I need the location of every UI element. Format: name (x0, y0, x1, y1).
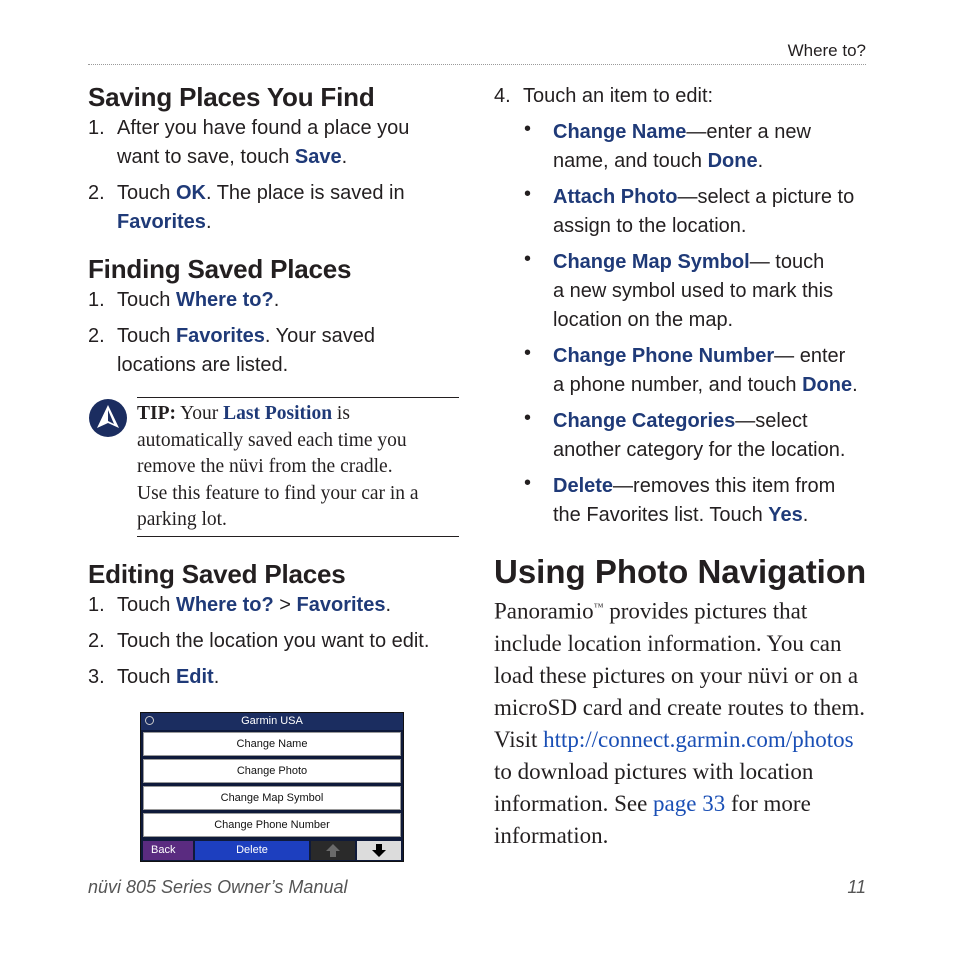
page-number: 11 (847, 877, 866, 897)
where-to-ref: Where to? (175, 594, 274, 616)
menu-change-phone-number[interactable]: Change Phone Number (143, 813, 401, 837)
step-text: Touch an item to edit: (523, 85, 714, 107)
bullet-change-phone-number: • Change Phone Number— enter a phone number, and touch Done. (524, 342, 858, 396)
saving-step-2 (88, 179, 448, 239)
step-number: 2. (88, 325, 105, 347)
tip-icon (88, 398, 128, 438)
bullet-mark: • (524, 342, 532, 364)
favorites-ref: Favorites (117, 211, 206, 233)
step-number: 1. (88, 289, 105, 311)
editing-step-3 (88, 663, 468, 693)
step-number: 2. (88, 182, 105, 204)
edit-ref: Edit (175, 666, 214, 688)
step-text: Touch Edit. (117, 666, 220, 688)
favorites-ref: Favorites (175, 325, 265, 347)
save-ref: Save (294, 146, 342, 168)
bullet-mark: • (524, 183, 532, 205)
step-text: Touch OK. The place is saved in (117, 182, 405, 204)
tip-text: TIP: Your Last Position is automatically saved each time you remove the nüvi from the cradle. Use this feature to find your car in a parking lot. (137, 403, 419, 530)
step-text: Touch Where to? > Favorites. (117, 594, 392, 616)
bullet-delete: • Delete—removes this item from the Favorites list. Touch Yes. (524, 472, 836, 526)
footer-manual-title: nüvi 805 Series Owner’s Manual (88, 877, 348, 897)
bullet-change-name: • Change Name—enter a new name, and touch Done. (524, 118, 811, 172)
step-text-line2: Favorites. (117, 211, 212, 233)
step-text: Touch Where to?. (117, 289, 280, 311)
step-text: After you have found a place you (117, 117, 410, 139)
heading-using-photo-navigation: Using Photo Navigation (494, 553, 867, 590)
running-head: Where to? (787, 41, 866, 60)
screen-status-icon (145, 716, 154, 725)
heading-finding-saved-places: Finding Saved Places (88, 254, 352, 284)
heading-editing-saved-places: Editing Saved Places (88, 559, 346, 589)
menu-change-map-symbol[interactable]: Change Map Symbol (143, 786, 401, 810)
bullet-mark: • (524, 472, 532, 494)
screen-title: Garmin USA (141, 713, 403, 730)
saving-step-1 (88, 114, 448, 174)
delete-button[interactable]: Delete (195, 841, 309, 860)
page-33-link[interactable]: page 33 (653, 790, 726, 816)
bullet-mark: • (524, 118, 532, 140)
editing-step-4 (494, 82, 874, 112)
step-text: Touch the location you want to edit. (117, 630, 430, 652)
ok-ref: OK (175, 182, 206, 204)
arrow-up-icon (311, 841, 355, 860)
step-text-line2: want to save, touch Save. (117, 146, 348, 168)
menu-change-name[interactable]: Change Name (143, 732, 401, 756)
bullet-mark: • (524, 248, 532, 270)
device-screenshot (140, 712, 404, 862)
arrow-down-icon (357, 841, 401, 860)
garmin-photos-link[interactable]: http://connect.garmin.com/photos (543, 726, 854, 752)
finding-step-1 (88, 286, 448, 316)
bullet-mark: • (524, 407, 532, 429)
step-number: 2. (88, 630, 105, 652)
menu-change-photo[interactable]: Change Photo (143, 759, 401, 783)
back-button[interactable]: Back (143, 841, 193, 860)
tip-label: TIP: (137, 403, 176, 424)
editing-step-2 (88, 627, 468, 657)
bullet-attach-photo: • Attach Photo—select a picture to assign to the location. (524, 183, 855, 237)
header-rule (88, 64, 866, 65)
step-number: 4. (494, 85, 511, 107)
editing-step-1 (88, 591, 468, 621)
step-number: 1. (88, 594, 105, 616)
step-text: Touch Favorites. Your saved (117, 325, 375, 347)
heading-saving-places: Saving Places You Find (88, 82, 375, 112)
favorites-ref: Favorites (296, 594, 386, 616)
bullet-change-categories: • Change Categories—select another category for the location. (524, 407, 846, 461)
step-number: 1. (88, 117, 105, 139)
last-position-ref: Last Position (223, 403, 333, 424)
finding-step-2 (88, 322, 448, 382)
photo-navigation-paragraph: Panoramio™ provides pictures that include location information. You can load these pictures on your nüvi or on a microSD card and create routes to them. Visit http://connect.garmin.com/photos to download pictures with location information. See page 33 for more information. (494, 598, 866, 848)
step-number: 3. (88, 666, 105, 688)
where-to-ref: Where to? (175, 289, 274, 311)
step-text-line2: locations are listed. (117, 354, 289, 376)
bullet-change-map-symbol: • Change Map Symbol— touch a new symbol used to mark this location on the map. (524, 248, 834, 331)
scroll-up-button[interactable] (311, 841, 355, 860)
scroll-down-button[interactable] (357, 841, 401, 860)
